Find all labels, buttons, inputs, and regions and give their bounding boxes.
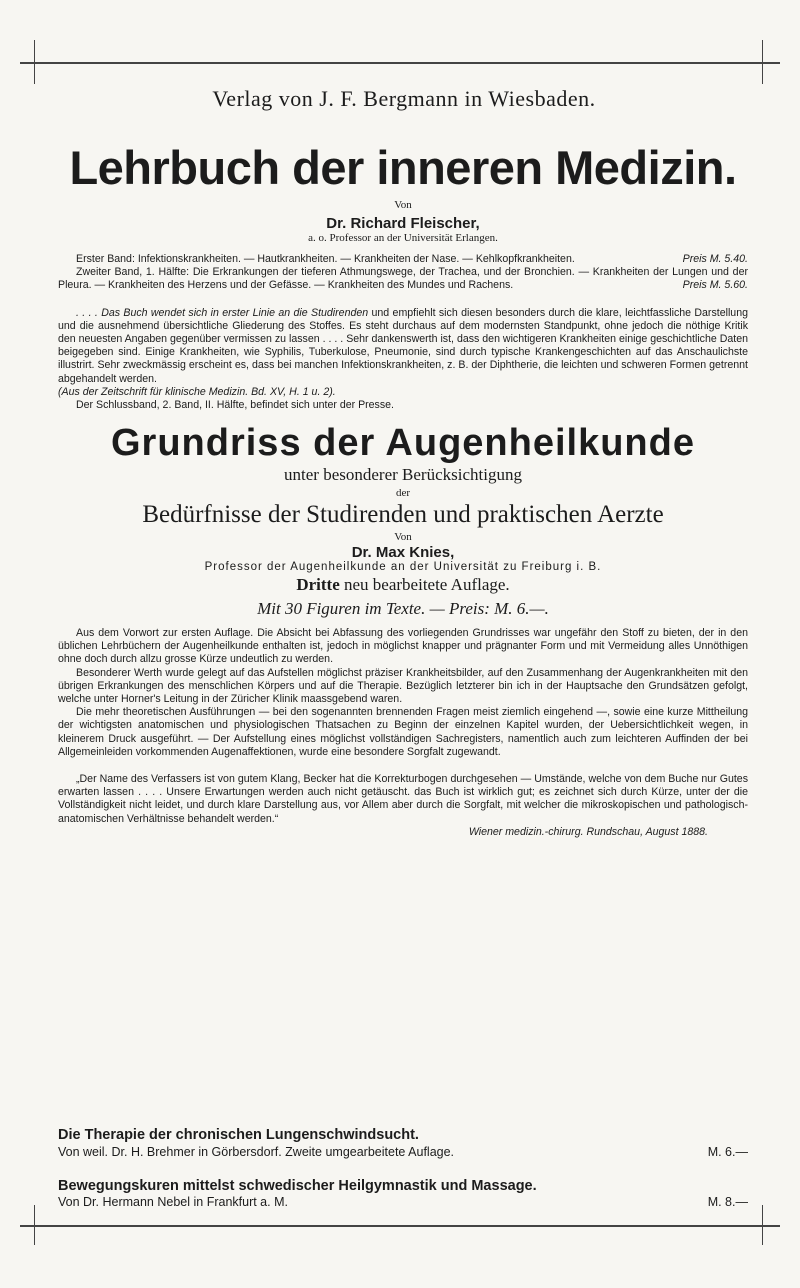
- book4-price: M. 8.—: [707, 1195, 748, 1209]
- band2-price: Preis M. 5.60.: [682, 279, 748, 292]
- book4-section: [58, 1178, 748, 1209]
- book4-author: Von Dr. Hermann Nebel in Frankfurt a. M.: [58, 1195, 288, 1209]
- book2-affiliation: Professor der Augenheilkunde an der Universität zu Freiburg i. B.: [204, 561, 602, 573]
- band1-price: Preis M. 5.40.: [682, 253, 748, 265]
- crop-mark-bottom-line: [20, 1225, 780, 1227]
- book4-author-line: [58, 1195, 748, 1209]
- book2-von: Von: [394, 530, 412, 543]
- edition-lead: Dritte: [296, 575, 340, 594]
- book1-section: [58, 140, 748, 412]
- book2-p4-source: Wiener medizin.-chirurg. Rundschau, August 1888.: [468, 825, 708, 838]
- book1-band1: [58, 253, 748, 266]
- book2-p2: Besonderer Werth wurde gelegt auf das Aufstellen möglichst präziser Krankheitsbilder, auf den Zusammenhang der Augenkrankheiten mit den übrigen Erkrankungen des menschlichen Körpers und auf die Therapie. Bezüglich letzterer bin ich in der Hauptsache den Grundsätzen gefolgt, welche unter Horner's Leitung in der Züricher Klinik maassgebend waren.: [58, 666, 748, 706]
- book2-subtitle2: Bedürfnisse der Studirenden und praktischen Aerzte: [142, 500, 664, 528]
- book1-author: Dr. Richard Fleischer,: [326, 214, 480, 232]
- band2-text: Die Erkrankungen der tieferen Athmungswege, der Trachea, und der Bronchien. — Krankheiten der Lungen und der Pleura. — Krankheiten des Herzens und der Gefässe. — Krankheiten des Mundes und Rachens.: [58, 266, 748, 292]
- review-text: und empfiehlt sich diesen besonders durch die klare, leichtfassliche Darstellung und die ausnehmend übersichtliche Gliederung des Stoffes. Es steht durchaus auf dem modernsten Standpunkt, ohne jedoch die nöthige Kritik den neuesten Angaben gegenüber vermissen zu lassen . . . . Sehr dankenswerth ist, dass den wichtigeren Krankheiten einige geschichtliche Daten beigegeben sind. Einige Krankheiten, wie Syphilis, Tuberkulose, Pneumonie, sind durch typische Krankengeschichten auf das Anschaulichste illustrirt. Sehr zweckmässig erscheint es, dass bei manchen Infektionskrankheiten, z. B. der Diphtherie, die leichten und schweren Formen getrennt abgehandelt werden.: [58, 306, 748, 385]
- book3-section: [58, 1126, 748, 1159]
- book2-der: der: [395, 487, 411, 499]
- crop-mark-left-vertical: [34, 40, 35, 84]
- book2-p4: „Der Name des Verfassers ist von gutem Klang, Becker hat die Korrekturbogen durchgesehen — Umstände, welche von dem Buche nur Gutes erwarten lassen . . . . Unsere Erwartungen werden auch nicht getäuscht. das Buch ist wirklich gut; es zeichnet sich durch Kürze, unter der die Vollständigkeit nicht leidet, und durch klare Darstellung aus, vor Allem aber durch die Sorgfalt, mit welcher die mikroskopischen und pathologisch-anatomischen Verhältnisse behandelt werden.“: [58, 773, 748, 825]
- book2-p1: [58, 627, 748, 667]
- book1-von: Von: [394, 199, 412, 211]
- band2-label: Zweiter Band, 1. Hälfte:: [76, 266, 190, 279]
- p1-text: Die Absicht bei Abfassung des vorliegenden Grundrisses war ungefähr den Stoff zu bieten, der in den üblichen Lehrbüchern der Augenheilkunde enthalten ist, jedoch in möglichst knapper und prägnanter Form und mit Vermeidung alles Unnöthigen ohne doch durch allzu grosse Kürze undeutlich zu werden.: [58, 627, 748, 666]
- book3-title: Die Therapie der chronischen Lungenschwindsucht.: [58, 1127, 419, 1143]
- review-lead: . . . . Das Buch wendet sich in erster Linie an die Studirenden: [76, 306, 369, 319]
- book1-band2: [58, 266, 748, 292]
- crop-mark-top-line: [20, 62, 780, 64]
- book3-author-line: [58, 1145, 748, 1159]
- crop-mark-bottom-right-vertical: [762, 1205, 763, 1245]
- book2-section: [58, 422, 748, 839]
- book2-subtitle1: unter besonderer Berücksichtigung: [284, 465, 522, 484]
- book1-review: [58, 307, 748, 386]
- edition-rest: neu bearbeitete Auflage.: [344, 575, 510, 594]
- book1-review-source: (Aus der Zeitschrift für klinische Medizin. Bd. XV, H. 1 u. 2).: [58, 385, 336, 398]
- band1-text: Infektionskrankheiten. — Hautkrankheiten. — Krankheiten der Nase. — Kehlkopfkrankheiten.: [137, 253, 575, 265]
- book1-title: Lehrbuch der inneren Medizin.: [69, 141, 737, 194]
- book1-affiliation: a. o. Professor an der Universität Erlangen.: [308, 231, 498, 244]
- publisher-line: Verlag von J. F. Bergmann in Wiesbaden.: [212, 86, 596, 111]
- crop-mark-right-vertical: [762, 40, 763, 84]
- book3-author: Von weil. Dr. H. Brehmer in Görbersdorf. Zweite umgearbeitete Auflage.: [58, 1145, 455, 1159]
- p1-lead: Aus dem Vorwort zur ersten Auflage.: [76, 627, 254, 639]
- book2-p3: Die mehr theoretischen Ausführungen — bei den sogenannten brennenden Fragen meist ziemlich eingehend —, sowie eine kurze Mittheilung der wichtigsten anatomischen und physiologischen Thatsachen zu Beginn der einzelnen Kapitel wurden, der Uebersichtlichkeit wegen, in kleinerem Druck ausgeführt. — Der Aufstellung eines möglichst vollständigen Sachregisters, namentlich auch zum leichteren Auffinden der bei Allgemeinleiden vorkommenden Augenaffektionen, wurde eine besondere Sorgfalt zugewandt.: [58, 706, 748, 758]
- book1-closing: Der Schlussband, 2. Band, II. Hälfte, befindet sich unter der Presse.: [76, 399, 394, 412]
- crop-mark-bottom-left-vertical: [34, 1205, 35, 1245]
- book2-edition: [58, 575, 748, 595]
- book2-author: Dr. Max Knies,: [351, 544, 455, 561]
- book3-price: M. 6.—: [707, 1145, 748, 1159]
- band1-label: Erster Band:: [76, 253, 135, 265]
- book4-title: Bewegungskuren mittelst schwedischer Heilgymnastik und Massage.: [58, 1178, 537, 1194]
- book2-title: Grundriss der Augenheilkunde: [110, 422, 695, 464]
- book2-figures-price: Mit 30 Figuren im Texte. — Preis: M. 6.—.: [257, 599, 549, 618]
